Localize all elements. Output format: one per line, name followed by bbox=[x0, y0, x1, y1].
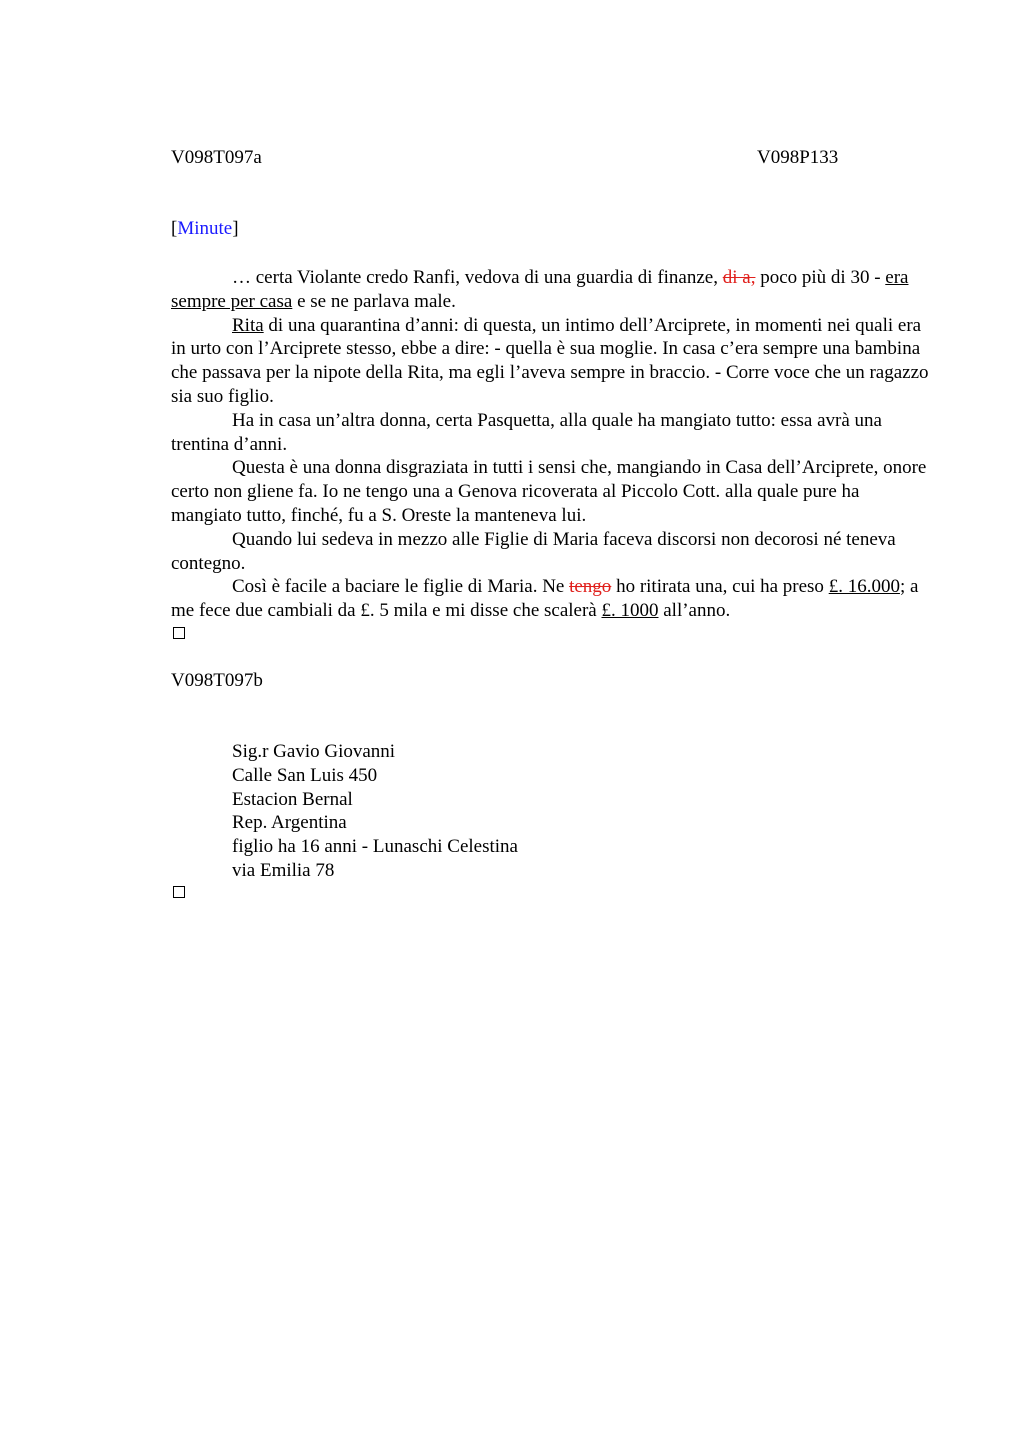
underlined-text: Rita bbox=[232, 314, 264, 336]
paragraph-1-text-b: poco più di 30 - bbox=[755, 267, 886, 288]
paragraph-2 bbox=[171, 314, 931, 409]
document-code-left: V098T097a bbox=[171, 147, 262, 168]
address-block bbox=[232, 740, 518, 883]
address-line: Calle San Luis 450 bbox=[232, 764, 378, 786]
underlined-text: £. 1000 bbox=[601, 600, 659, 622]
underlined-text: era sempre per casa bbox=[171, 267, 909, 312]
address-line: Estacion Bernal bbox=[232, 788, 353, 810]
document-code-right: V098P133 bbox=[757, 147, 839, 168]
end-marker-square-icon bbox=[173, 886, 185, 898]
paragraph-1-text-c: e se ne parlava male. bbox=[292, 290, 456, 312]
address-line: via Emilia 78 bbox=[232, 859, 335, 881]
underlined-text: £. 16.000 bbox=[828, 576, 900, 598]
paragraph-6-text-c: ; a me fece due cambiali da £. 5 mila e mi disse che scalerà bbox=[171, 576, 919, 622]
end-marker-square-icon bbox=[173, 627, 185, 639]
deleted-text: tengo bbox=[569, 576, 612, 598]
paragraph-1 bbox=[171, 266, 931, 314]
address-line: figlio ha 16 anni - Lunaschi Celestina bbox=[232, 836, 518, 858]
section-label-text: Minute bbox=[177, 218, 233, 239]
address-line: Sig.r Gavio Giovanni bbox=[232, 741, 396, 762]
paragraph-6-text-d: all’anno. bbox=[658, 600, 731, 622]
paragraph-3: Ha in casa un’altra donna, certa Pasquetta, alla quale ha mangiato tutto: essa avrà una trentina d’anni. bbox=[171, 409, 882, 455]
paragraph-1-text-a: … certa Violante credo Ranfi, vedova di una guardia di finanze, bbox=[232, 267, 723, 288]
section-label-close-bracket: ] bbox=[232, 218, 239, 239]
deleted-text: di a, bbox=[722, 267, 756, 288]
paragraph-6 bbox=[171, 575, 931, 623]
transcription-body bbox=[171, 266, 931, 623]
paragraph-6-text-b: ho ritirata una, cui ha preso bbox=[611, 576, 829, 598]
document-code-second: V098T097b bbox=[171, 670, 263, 691]
paragraph-5: Quando lui sedeva in mezzo alle Figlie di Maria faceva discorsi non decorosi né teneva contegno. bbox=[171, 528, 896, 574]
paragraph-6-text-a: Così è facile a baciare le figlie di Maria. Ne bbox=[232, 576, 570, 598]
paragraph-4: Questa è una donna disgraziata in tutti i sensi che, mangiando in Casa dell’Arciprete, onore certo non gliene fa. Io ne tengo una a Genova ricoverata al Piccolo Cott. alla quale pure ha mangiato tutto, finché, fu a S. Oreste la manteneva lui. bbox=[171, 457, 927, 526]
section-label-open-bracket: [ bbox=[171, 218, 178, 239]
paragraph-2-text: di una quarantina d’anni: di questa, un intimo dell’Arciprete, in momenti nei quali era in urto con l’Arciprete stesso, ebbe a dire: - quella è sua moglie. In casa c’era sempre una bambina che passava per la nipote della Rita, ma egli l’aveva sempre in braccio. - Corre voce che un ragazzo sia suo figlio. bbox=[171, 314, 929, 407]
address-line: Rep. Argentina bbox=[232, 812, 347, 834]
section-label bbox=[171, 217, 239, 241]
